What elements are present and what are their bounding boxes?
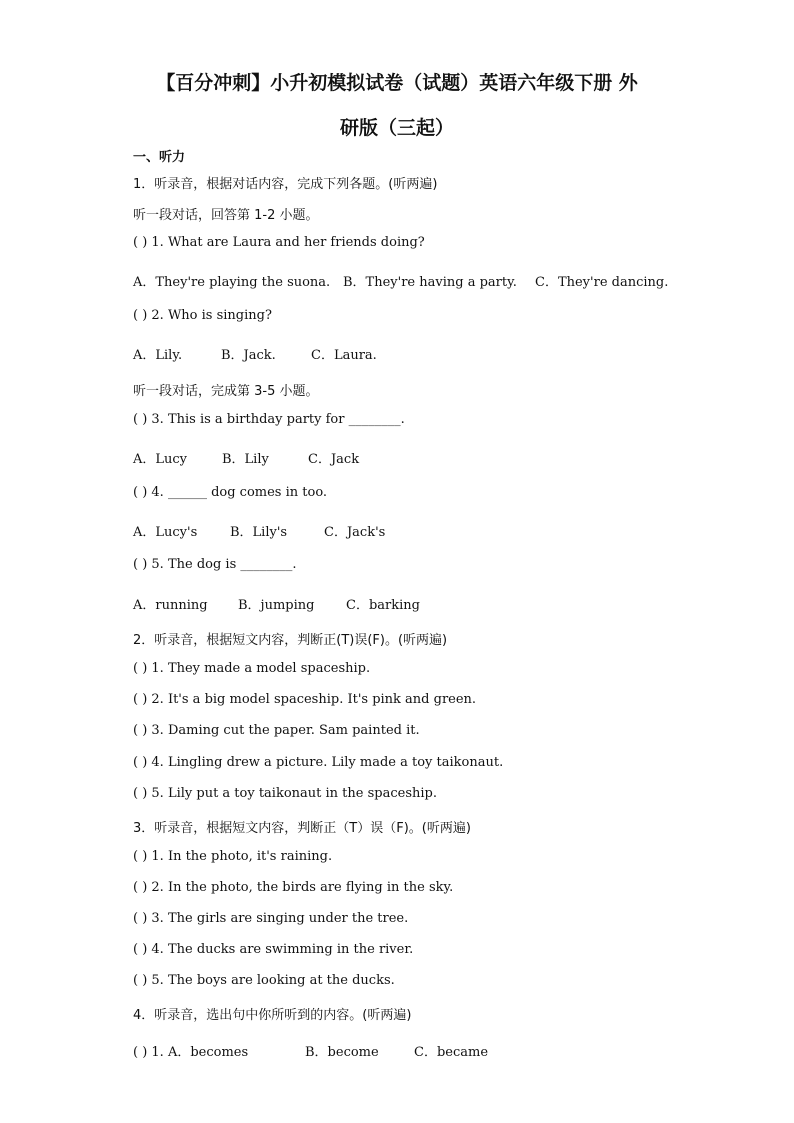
option-a: A．Lily. [133,348,183,363]
option-b: B．Lily [222,452,269,467]
q2-item: ( ) 4. Lingling drew a picture. Lily made a toy taikonaut. [133,755,504,770]
option-a: A．Lucy [133,452,188,467]
q1-item-5-options [133,594,420,613]
q3-item: ( ) 4. The ducks are swimming in the river. [133,942,414,957]
option-b: B．They're having a party. [343,275,517,290]
q3-item: ( ) 5. The boys are looking at the ducks. [133,973,395,988]
q1-item-2-options [133,344,377,363]
q2-item: ( ) 1. They made a model spaceship. [133,661,371,676]
option-c: C．Laura. [311,348,377,363]
option-c: C．barking [346,598,420,613]
q1-item-1-stem: ( ) 1. What are Laura and her friends doing? [133,235,425,250]
option-b: B．become [305,1045,379,1060]
option-b: B．Jack. [221,348,276,363]
q1-item-1-options [133,271,668,290]
title-line-2: 研版（三起） [339,117,454,139]
q4-item-1-stem: ( ) 1. A．becomes [133,1045,249,1060]
q1-item-4-options [133,521,385,540]
q4-heading: 4．听录音，选出句中你所听到的内容。(听两遍) [133,1008,412,1023]
q1-item-4-stem: ( ) 4. ______ dog comes in too. [133,485,328,500]
q2-item: ( ) 2. It's a big model spaceship. It's pink and green. [133,692,477,707]
option-c: C．became [414,1045,489,1060]
q4-item-1 [133,1041,488,1060]
option-a: A．They're playing the suona. [133,275,331,290]
q2-item: ( ) 3. Daming cut the paper. Sam painted it. [133,723,420,738]
option-c: C．Jack [308,452,360,467]
q3-item: ( ) 3. The girls are singing under the tree. [133,911,409,926]
section-listening: 一、听力 [133,150,186,165]
q3-heading: 3．听录音，根据短文内容，判断正（T）误（F)。(听两遍) [133,821,471,836]
option-c: C．Jack's [324,525,386,540]
q3-item: ( ) 2. In the photo, the birds are flying in the sky. [133,880,454,895]
option-b: B．Lily's [230,525,288,540]
q2-heading: 2．听录音，根据短文内容，判断正(T)误(F)。(听两遍) [133,633,448,648]
q1-sub2: 听一段对话，完成第 3-5 小题。 [133,384,319,399]
option-b: B．jumping [238,598,315,613]
q1-heading: 1．听录音，根据对话内容，完成下列各题。(听两遍) [133,177,438,192]
q1-item-3-stem: ( ) 3. This is a birthday party for ________. [133,412,405,427]
option-a: A．running [133,598,208,613]
q2-item: ( ) 5. Lily put a toy taikonaut in the spaceship. [133,786,437,801]
q1-item-2-stem: ( ) 2. Who is singing? [133,308,272,323]
q1-item-5-stem: ( ) 5. The dog is ________. [133,557,297,572]
title-line-1: 【百分冲刺】小升初模拟试卷（试题）英语六年级下册 外 [156,72,638,94]
option-c: C．They're dancing. [535,275,669,290]
q3-item: ( ) 1. In the photo, it's raining. [133,849,333,864]
option-a: A．Lucy's [133,525,198,540]
q1-item-3-options [133,448,359,467]
q1-sub1: 听一段对话，回答第 1-2 小题。 [133,208,319,223]
